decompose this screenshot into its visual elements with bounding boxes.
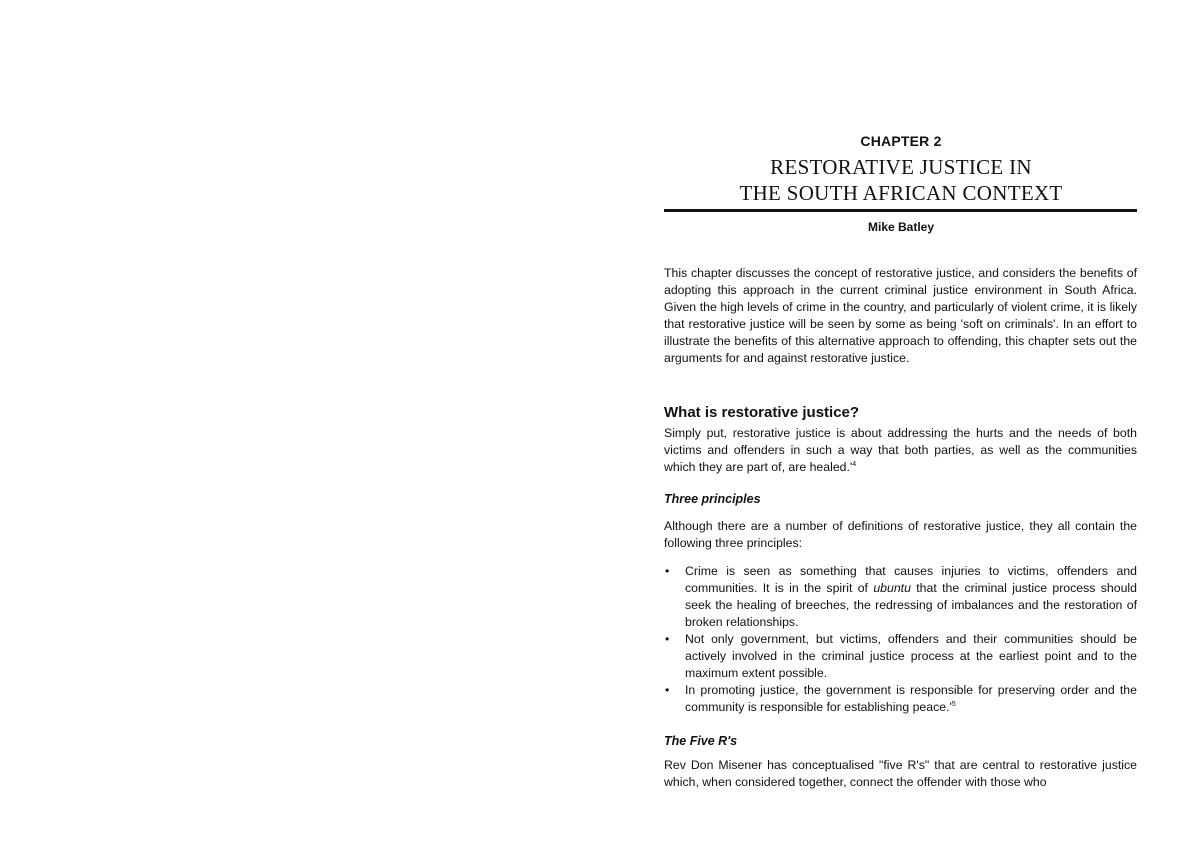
five-rs-paragraph: Rev Don Misener has conceptualised "five R's" that are central to restorative justice which, when considered together, connect the offender with those who [664, 758, 1137, 789]
chapter-title-line-1: RESTORATIVE JUSTICE IN [770, 155, 1032, 179]
list-item-text: In promoting justice, the government is responsible for preserving order and the community is responsible for establishing peace.' [685, 683, 1137, 714]
footnote-ref: 4 [852, 460, 857, 468]
footnote-ref: 5 [951, 700, 956, 708]
title-rule [664, 209, 1137, 212]
principles-intro-paragraph: Although there are a number of definitions of restorative justice, they all contain the following three principles: [664, 519, 1137, 550]
subheading-five-rs: The Five R's [664, 734, 738, 748]
bullet-icon: • [665, 632, 670, 646]
abstract-paragraph: This chapter discusses the concept of restorative justice, and considers the benefits of adopting this approach in the current criminal justice environment in South Africa. Given the high levels of crime in the country, and particularly of violent crime, it is likely that restorative justice will be seen by some as being 'soft on criminals'. In an effort to illustrate the benefits of this alternative approach to offending, this chapter sets out the arguments for and against restorative justice. [664, 266, 1137, 365]
author-name: Mike Batley [867, 220, 935, 234]
chapter-title [664, 154, 1138, 206]
list-item [664, 631, 1137, 682]
definition-paragraph [664, 425, 1137, 476]
section-heading-what-is-restorative-justice: What is restorative justice? [664, 404, 860, 421]
list-item-italic: ubuntu [873, 581, 911, 595]
chapter-title-line-2: THE SOUTH AFRICAN CONTEXT [739, 181, 1063, 205]
list-item-text: Not only government, but victims, offenders and their communities should be actively involved in the criminal justice process at the earliest point and to the maximum extent possible. [685, 632, 1137, 680]
list-item [664, 563, 1137, 631]
bullet-icon: • [665, 683, 670, 697]
list-item-text: Crime is seen as something that causes injuries to victims, offenders and communities. It is in the spirit of [685, 564, 1137, 595]
subheading-three-principles: Three principles [664, 492, 761, 506]
definition-text: Simply put, restorative justice is about addressing the hurts and the needs of both victims and offenders in such a way that both parties, as well as the communities which they are part of, are healed.' [664, 426, 1137, 474]
bullet-icon: • [665, 564, 670, 578]
list-item [664, 682, 1137, 716]
principles-list [664, 563, 1137, 716]
document-page [664, 0, 1138, 848]
list-item-text: that the criminal justice process should seek the healing of breeches, the redressing of imbalances and the restoration of broken relationships. [685, 581, 1137, 629]
chapter-label: CHAPTER 2 [860, 133, 942, 149]
